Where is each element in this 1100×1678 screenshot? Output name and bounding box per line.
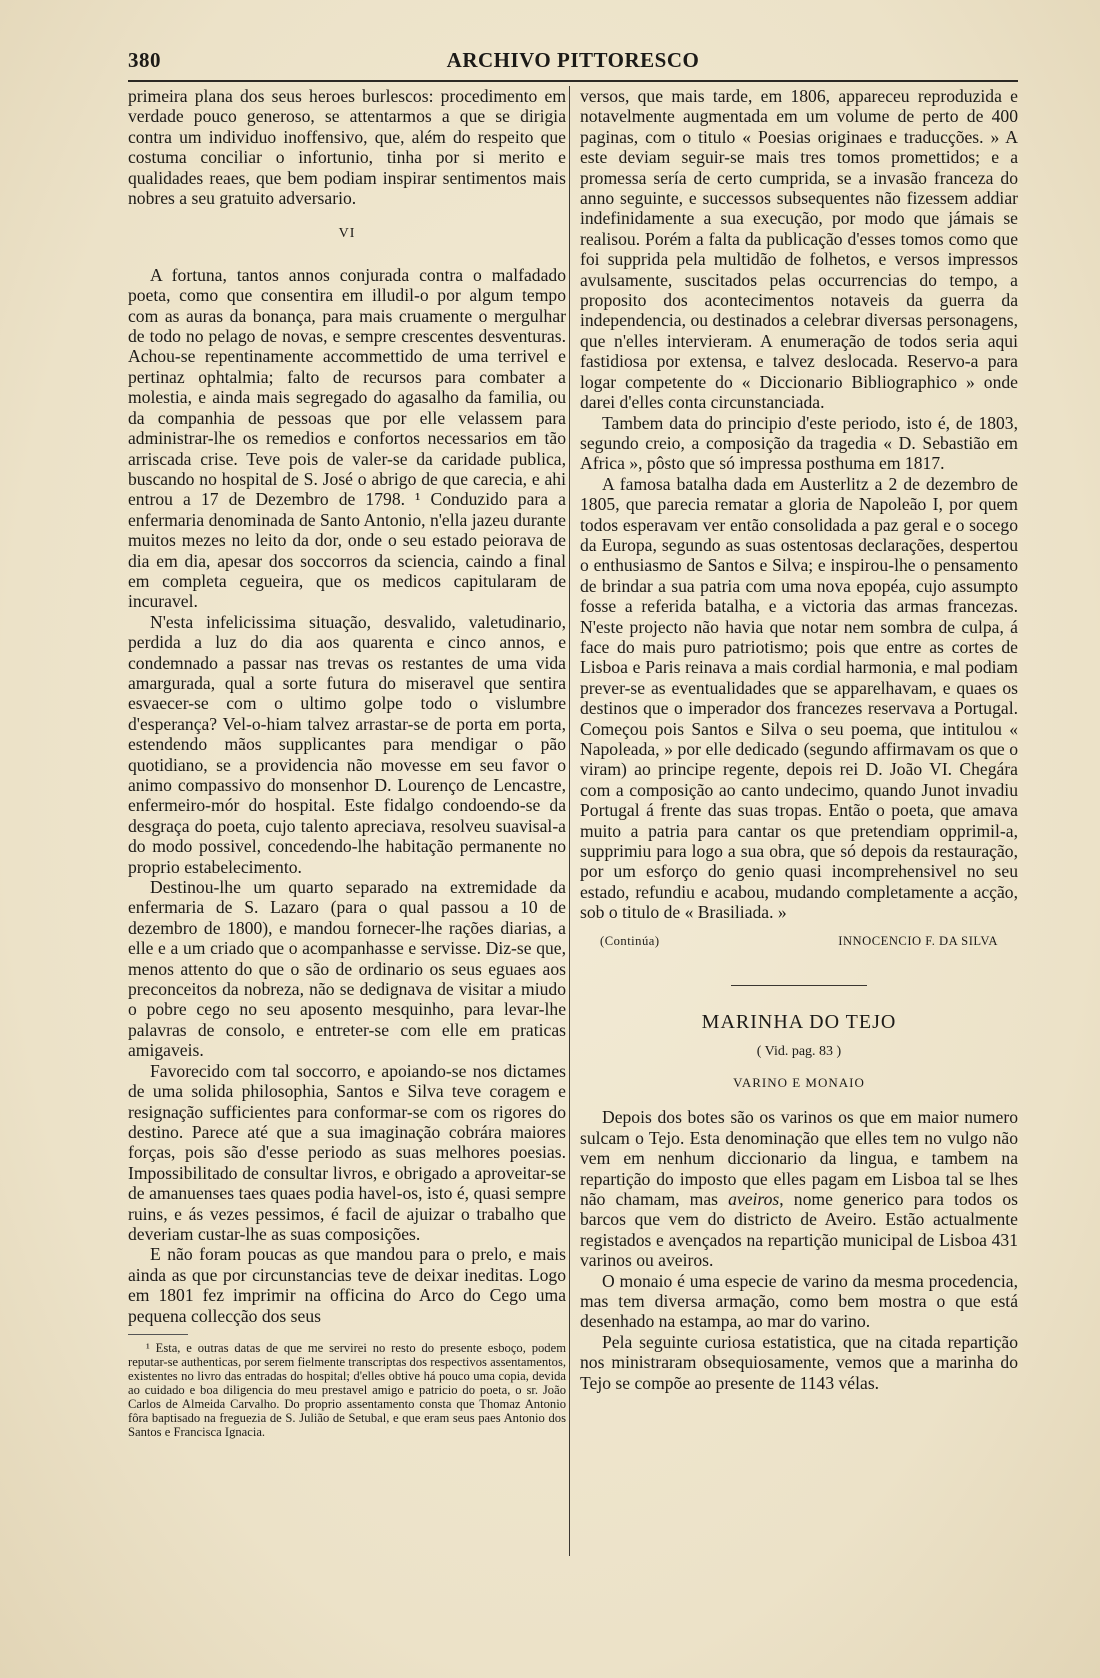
left-column	[128, 86, 566, 1439]
text-run: , nome generico para todos os barcos que vem do districto de Aveiro. Estão actualmente registados e avençados na repartição municipal de Lisboa 431 varinos ou aveiros.	[580, 1188, 1018, 1271]
paragraph: E não foram poucas as que mandou para o prelo, e mais ainda as que por circunstancias teve de deixar ineditas. Logo em 1801 fez imprimir na officina do Arco do Cego uma pequena collecção dos seus	[128, 1244, 566, 1326]
paragraph: N'esta infelicissima situação, desvalido, valetudinario, perdida a luz do dia aos quarenta e cinco annos, e condemnado a passar nas trevas os restantes de uma vida amargurada, qual a sorte futura do miseravel que sentira esvaecer-se com o ultimo golpe todo o vislumbre d'esperança? Vel-o-hiam talvez arrastar-se de porta em porta, estendendo mãos supplicantes para mendigar o pão quotidiano, se a providencia não movesse em seu favor o animo compassivo do monsenhor D. Lourenço de Lencastre, enfermeiro-mór do hospital. Este fidalgo condoendo-se da desgraça do poeta, cujo talento apreciava, resolveu suavisal-a do modo possivel, concedendo-lhe habitação permanente no proprio estabelecimento.	[128, 611, 566, 877]
journal-title: ARCHIVO PITTORESCO	[446, 48, 700, 72]
italic-term: aveiros	[728, 1188, 780, 1209]
article-title: MARINHA DO TEJO	[701, 1011, 897, 1034]
paragraph: A famosa batalha dada em Austerlitz a 2 de dezembro de 1805, que parecia rematar a gloria de Napoleão I, por quem todos esperavam ver então consolidada a paz geral e o socego da Europa, segundo as suas ostentosas declarações, despertou o enthusiasmo de Santos e Silva; e inspirou-lhe o pensamento de brindar a sua patria com uma nova epopéa, cujo assumpto fosse a referida batalha, e a victoria das armas francezas. N'este projecto não havia que notar nem sombra de culpa, á face do mais puro patriotismo; pois que entre as cortes de Lisboa e Paris reinava a mais cordial harmonia, e mal podiam prever-se as eventualidades que se apparelhavam, e quaes os destinos que o imperador dos francezes reservava a Portugal. Começou pois Santos e Silva o seu poema, que intitulou « Napoleada, » por elle dedicado (segundo affirmavam os que o viram) ao principe regente, depois rei D. João VI. Chegára com a composição ao canto undecimo, quando Junot invadiu Portugal á frente das suas tropas. Então o poeta, que amava muito a patria para cantar os que pretendiam opprimil-a, supprimiu para logo a sua obra, que só depois da restauração, por um esforço do genio quasi incomprehensivel no seu estado, refundiu e acabou, mudando completamente a acção, sob o titulo de « Brasiliada. »	[580, 473, 1018, 923]
section-rule	[731, 985, 867, 986]
paragraph: primeira plana dos seus heroes burlescos: procedimento em verdade pouco generoso, se attentarmos a que se dirigia contra um individuo inoffensivo, que, além do respeito que costuma conciliar o infortunio, tinha por si merito e qualidades reaes, que bem podiam inspirar sentimentos mais nobres a seu gratuito adversario.	[128, 86, 566, 209]
column-divider	[569, 86, 570, 1556]
signature-line	[600, 931, 998, 951]
article-subtitle: VARINO E MONAIO	[733, 1074, 865, 1090]
paragraph: Favorecido com tal soccorro, e apoiando-se nos dictames de uma solida philosophia, Santos e Silva teve coragem e resignação sufficientes para conformar-se com os rigores do destino. Parece até que a sua imaginação cobrára maiores forças, pois são d'esse periodo as suas melhores poesias. Impossibilitado de consultar livros, e obrigado a aproveitar-se de amanuenses taes quaes podia havel-os, isto é, quasi sempre ruins, e ás vezes pessimos, é facil de ajuizar o trabalho que deveriam custar-lhe as suas composições.	[128, 1060, 566, 1244]
paragraph	[580, 1107, 1018, 1270]
page-header	[128, 48, 1018, 78]
paragraph: versos, que mais tarde, em 1806, appareceu reproduzida e notavelmente augmentada em um volume de perto de 400 paginas, com o titulo « Poesias originaes e traducções. » A este deviam seguir-se mais tres tomos promettidos; e a promessa sería de certo cumprida, se a invasão franceza do anno seguinte, e successos subsequentes não fizessem addiar indefinidamente a sua execução, por modo que jámais se realisou. Porém a falta da publicação d'esses tomos como que foi supprida pela multidão de folhetos, e versos impressos avulsamente, suscitados pelas occurrencias do tempo, a proposito dos acontecimentos notaveis da guerra da independencia, ou destinados a celebrar diversas personagens, que n'elles intervieram. A enumeração de todos seria aqui fastidiosa por extensa, e talvez deslocada. Reservo-a para logar competente do « Diccionario Bibliographico » onde darei d'elles conta circunstanciada.	[580, 86, 1018, 413]
author-signature: INNOCENCIO F. DA SILVA	[838, 933, 998, 948]
text-run: Depois dos botes são os varinos os que em maior numero sulcam o Tejo. Esta denominação que elles tem no vulgo não vem em nenhum diccionario da lingua, e tambem na repartição do imposto que elles pagam em Lisboa tal se lhes não chamam, mas	[580, 1107, 1018, 1209]
paragraph: Tambem data do principio d'este periodo, isto é, de 1803, segundo creio, a composição da tragedia « D. Sebastião em Africa », pôsto que só impressa posthuma em 1817.	[580, 412, 1018, 474]
paragraph: Pela seguinte curiosa estatistica, que na citada repartição nos ministraram obsequiosamente, vemos que a marinha do Tejo se compõe ao presente de 1143 vélas.	[580, 1331, 1018, 1393]
page-number: 380	[128, 48, 161, 72]
paragraph: A fortuna, tantos annos conjurada contra o malfadado poeta, como que consentira em illudil-o por algum tempo com as auras da bonança, para mais cruamente o mergulhar de todo no pelago de novas, e sempre crescentes desventuras. Achou-se repentinamente accommettido de uma terrivel e pertinaz ophtalmia; falto de recursos para combater a molestia, e ainda mais segregado do agasalho da familia, ou da companhia de pessoas que por elle velassem para administrar-lhe os remedios e confortos necessarios em tão arriscada crise. Teve pois de valer-se da caridade publica, buscando no hospital de S. José o abrigo de que carecia, e ahi entrou a 17 de Dezembro de 1798. ¹ Conduzido para a enfermaria denominada de Santo Antonio, n'ella jazeu durante muitos mezes no leito da dor, onde o seu estado peiorava de dia em dia, apesar dos soccorros da sciencia, caindo a final em completa cegueira, que os medicos capitularam de incuravel.	[128, 264, 566, 612]
right-column	[580, 86, 1018, 1393]
section-number: VI	[338, 226, 356, 242]
footnote-rule	[128, 1334, 188, 1335]
footnote: ¹ Esta, e outras datas de que me servirei no resto do presente esboço, podem reputar-se authenticas, por serem fielmente transcriptas dos respectivos assentamentos, existentes no livro das entradas do hospital; d'elles obtive há pouco uma copia, devida ao cuidado e boa diligencia do meu prestavel amigo e patricio do poeta, o sr. João Carlos de Almeida Carvalho. Do proprio assentamento consta que Thomaz Antonio fôra baptisado na freguezia de S. Julião de Setubal, e que eram seus paes Antonio dos Santos e Francisca Ignacia.	[128, 1340, 566, 1439]
article-reference: ( Vid. pag. 83 )	[756, 1044, 842, 1060]
continued-label: (Continúa)	[600, 933, 660, 948]
paragraph: Destinou-lhe um quarto separado na extremidade da enfermaria de S. Lazaro (para o qual passou a 10 de dezembro de 1800), e mandou fornecer-lhe rações diarias, a elle e a um criado que o acompanhasse e servisse. Diz-se que, menos attento do que o são de ordinario os seus eguaes aos preconceitos da nobreza, não se dedignava de visitar a miudo o pobre cego no seu aposento mesquinho, para levar-lhe palavras de consolo, e entreter-se com elle em praticas amigaveis.	[128, 877, 566, 1061]
paragraph: O monaio é uma especie de varino da mesma procedencia, mas tem diversa armação, como bem mostra o que está desenhado na estampa, ao mar do varino.	[580, 1270, 1018, 1332]
header-rule	[128, 80, 1018, 82]
